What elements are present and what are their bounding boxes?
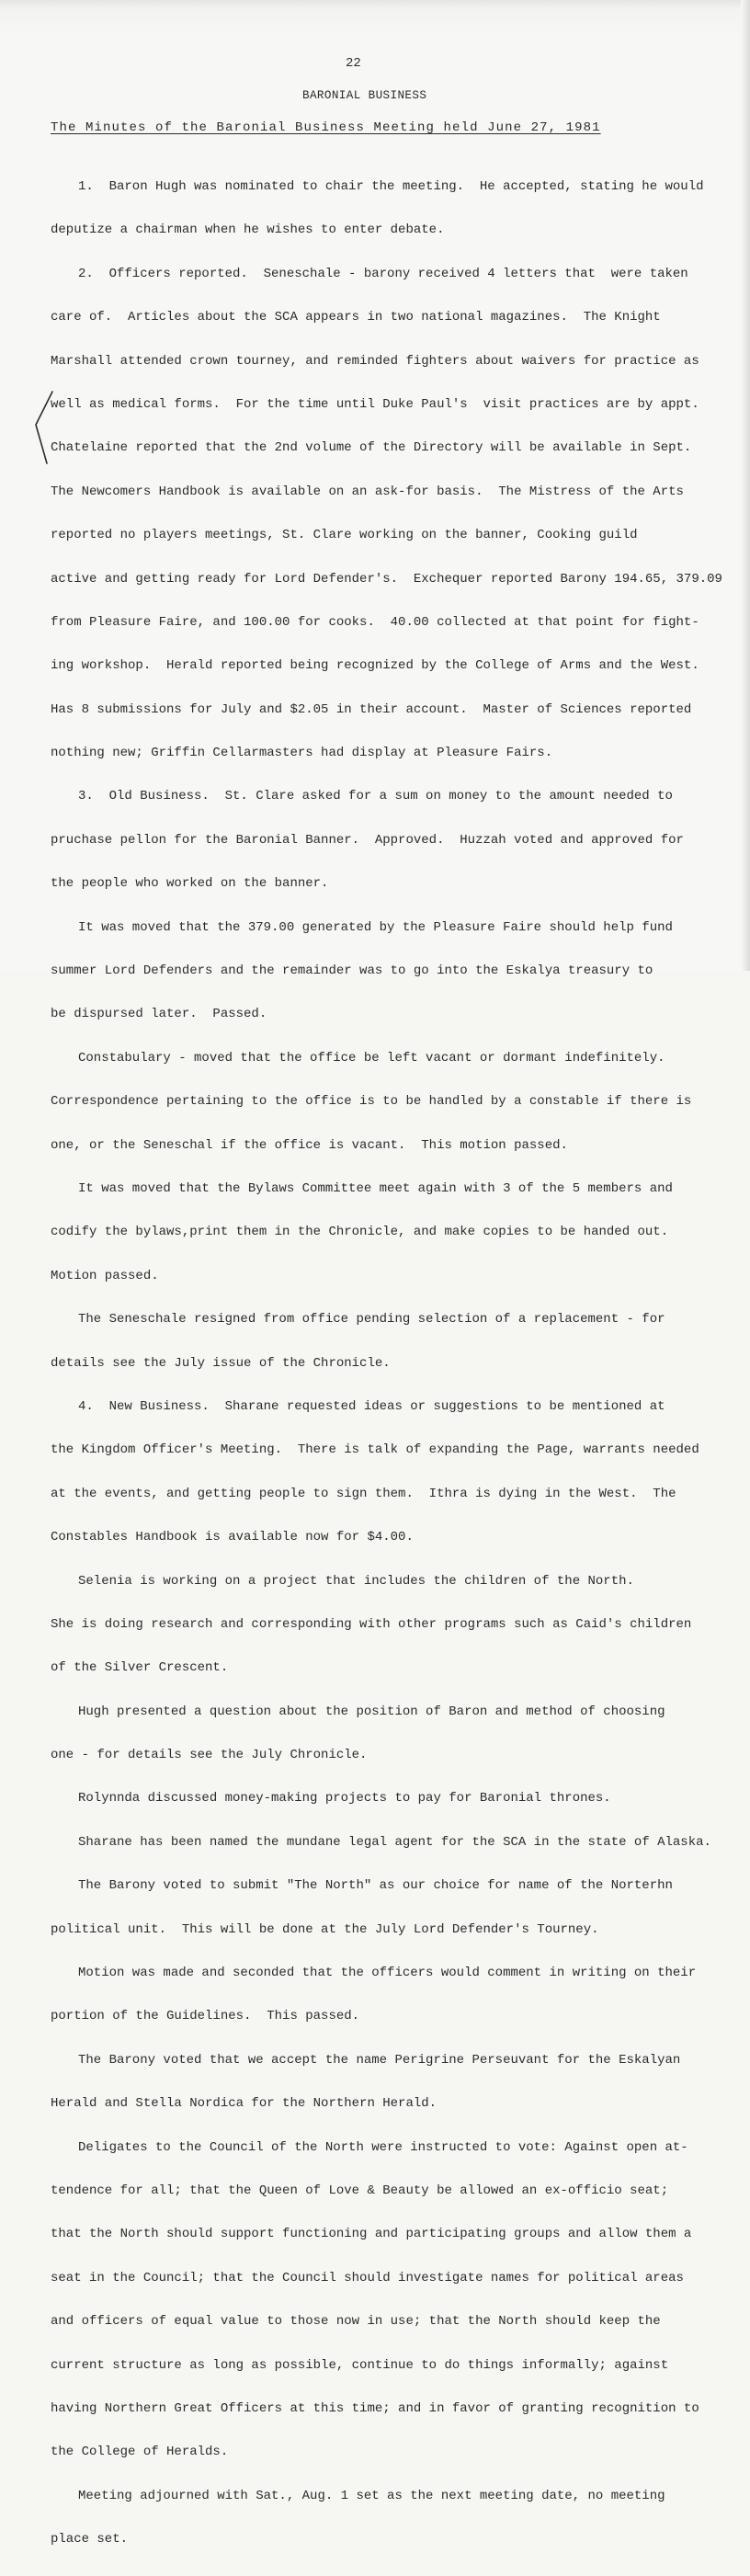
minutes-line: from Pleasure Faire, and 100.00 for cooks. 40.00 collected at that point for fight-	[51, 614, 699, 630]
minutes-line: Sharane has been named the mundane legal agent for the SCA in the state of Alaska.	[78, 1834, 711, 1850]
minutes-line: 4. New Business. Sharane requested ideas or suggestions to be mentioned at	[78, 1398, 665, 1414]
minutes-line: 2. Officers reported. Seneschale - barony received 4 letters that were taken	[78, 266, 688, 281]
minutes-line: details see the July issue of the Chronicle.	[51, 1355, 391, 1371]
minutes-line: the Kingdom Officer's Meeting. There is talk of expanding the Page, warrants needed	[51, 1442, 699, 1458]
section-title: BARONIAL BUSINESS	[302, 89, 427, 102]
minutes-line: well as medical forms. For the time until Duke Paul's visit practices are by appt.	[51, 396, 699, 412]
minutes-line: one - for details see the July Chronicle.	[51, 1748, 368, 1763]
minutes-line: The Newcomers Handbook is available on an ask-for basis. The Mistress of the Arts	[51, 484, 684, 499]
minutes-line: Meeting adjourned with Sat., Aug. 1 set as the next meeting date, no meeting	[78, 2488, 665, 2503]
minutes-line: current structure as long as possible, continue to do things informally; against	[51, 2357, 669, 2373]
minutes-line: Correspondence pertaining to the office is to be handled by a constable if there is	[51, 1094, 692, 1110]
minutes-line: nothing new; Griffin Cellarmasters had display at Pleasure Fairs.	[51, 746, 553, 761]
minutes-body	[51, 151, 740, 2576]
minutes-line: tendence for all; that the Queen of Love & Beauty be allowed an ex-officio seat;	[51, 2183, 669, 2198]
page-number: 22	[346, 56, 361, 71]
minutes-line: Rolynnda discussed money-making projects to pay for Baronial thrones.	[78, 1791, 611, 1807]
minutes-line: summer Lord Defenders and the remainder was to go into the Eskalya treasury to	[51, 963, 653, 979]
minutes-line: codify the bylaws,print them in the Chronicle, and make copies to be handed out.	[51, 1225, 669, 1240]
minutes-line: The Barony voted to submit "The North" as our choice for name of the Norterhn	[78, 1878, 673, 1894]
minutes-line: seat in the Council; that the Council should investigate names for political areas	[51, 2270, 684, 2285]
minutes-line: She is doing research and corresponding with other programs such as Caid's children	[51, 1616, 692, 1632]
minutes-line: Motion passed.	[51, 1268, 159, 1283]
minutes-line: pruchase pellon for the Baronial Banner. Approved. Huzzah voted and approved for	[51, 832, 684, 848]
minutes-line: active and getting ready for Lord Defender's. Exchequer reported Barony 194.65, 379.09	[51, 571, 722, 587]
minutes-line: Chatelaine reported that the 2nd volume of the Directory will be available in Sept.	[51, 440, 692, 456]
minutes-line: Selenia is working on a project that includes the children of the North.	[78, 1573, 634, 1589]
minutes-line: be dispursed later. Passed.	[51, 1007, 267, 1022]
minutes-line: the people who worked on the banner.	[51, 876, 329, 892]
minutes-line: portion of the Guidelines. This passed.	[51, 2009, 360, 2024]
minutes-line: Constables Handbook is available now for $4.00.	[51, 1530, 414, 1545]
minutes-line: The Barony voted that we accept the name Perigrine Perseuvant for the Eskalyan	[78, 2052, 681, 2068]
minutes-line: 1. Baron Hugh was nominated to chair the meeting. He accepted, stating he would	[78, 179, 704, 194]
minutes-line: Hugh presented a question about the position of Baron and method of choosing	[78, 1704, 665, 1719]
minutes-line: the College of Heralds.	[51, 2445, 229, 2460]
minutes-line: Constabulary - moved that the office be left vacant or dormant indefinitely.	[78, 1050, 665, 1066]
minutes-line: Marshall attended crown tourney, and reminded fighters about waivers for practice as	[51, 353, 699, 369]
minutes-line: care of. Articles about the SCA appears in two national magazines. The Knight	[51, 310, 661, 325]
minutes-line: 3. Old Business. St. Clare asked for a sum on money to the amount needed to	[78, 789, 673, 804]
minutes-line: Deligates to the Council of the North were instructed to vote: Against open at-	[78, 2139, 688, 2155]
minutes-heading: The Minutes of the Baronial Business Meeting held June 27, 1981	[51, 120, 601, 135]
minutes-line: It was moved that the 379.00 generated by the Pleasure Faire should help fund	[78, 919, 673, 935]
minutes-line: and officers of equal value to those now in use; that the North should keep the	[51, 2314, 661, 2330]
minutes-line: of the Silver Crescent.	[51, 1660, 229, 1676]
minutes-line: place set.	[51, 2532, 129, 2548]
minutes-line: Has 8 submissions for July and $2.05 in their account. Master of Sciences reported	[51, 701, 692, 717]
minutes-line: having Northern Great Officers at this time; and in favor of granting recognition to	[51, 2400, 699, 2416]
minutes-line: ing workshop. Herald reported being recognized by the College of Arms and the West.	[51, 658, 699, 674]
minutes-line: that the North should support functioning and participating groups and allow them a	[51, 2227, 692, 2242]
minutes-line: deputize a chairman when he wishes to enter debate.	[51, 222, 445, 238]
minutes-line: Herald and Stella Nordica for the Northern Herald.	[51, 2096, 438, 2112]
minutes-line: Motion was made and seconded that the officers would comment in writing on their	[78, 1966, 697, 1981]
minutes-line: one, or the Seneschal if the office is vacant. This motion passed.	[51, 1137, 568, 1153]
minutes-line: It was moved that the Bylaws Committee meet again with 3 of the 5 members and	[78, 1180, 673, 1196]
minutes-line: The Seneschale resigned from office pending selection of a replacement - for	[78, 1312, 665, 1328]
page-edge-shadow	[741, 0, 750, 971]
minutes-line: reported no players meetings, St. Clare working on the banner, Cooking guild	[51, 528, 638, 543]
minutes-line: political unit. This will be done at the July Lord Defender's Tourney.	[51, 1921, 599, 1937]
minutes-line: at the events, and getting people to sign them. Ithra is dying in the West. The	[51, 1486, 676, 1501]
